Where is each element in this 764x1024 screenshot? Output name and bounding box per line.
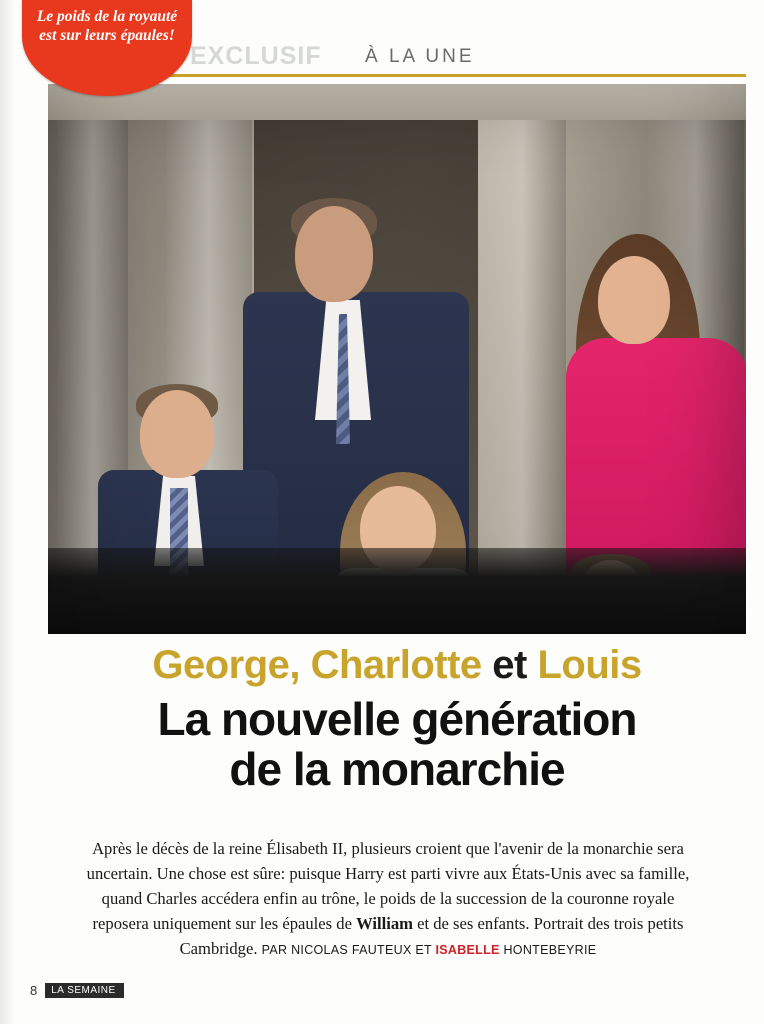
head	[598, 256, 670, 344]
title-block	[48, 634, 746, 794]
deck-text-part-1: Après le décès de la reine Élisabeth II, plusieurs croient que l'avenir de la monarchie sera uncertain. Une chose est sûre: puisque Harry est parti vivre aux États-Unis avec sa famille, quand Charles accédera enfin au trône, le poids de la succession de la couronne royale reposera uniquement sur les épaules de	[86, 839, 690, 933]
byline-suffix: HONTEBEYRIE	[499, 943, 597, 957]
page-edge-shadow	[0, 0, 14, 1024]
photo-balcony-ledge	[48, 548, 746, 634]
kicker-names-1: George, Charlotte	[152, 643, 493, 687]
masthead-label: EXCLUSIF	[190, 42, 322, 70]
photo-lintel	[48, 84, 746, 120]
headline-line-2: de la monarchie	[229, 743, 565, 795]
deck-bold-name: William	[356, 914, 413, 933]
page-footer	[30, 983, 124, 998]
deck-text-part-2: et de ses enfants. Portrait des trois petits Cambridge.	[179, 914, 684, 958]
page-number: 8	[30, 983, 38, 998]
article-deck	[78, 836, 698, 963]
promo-sticker	[22, 0, 192, 96]
head	[295, 206, 373, 302]
byline-highlight: ISABELLE	[435, 943, 500, 957]
kicker-conjunction: et	[492, 643, 527, 687]
lead-photo	[48, 84, 746, 634]
kicker	[48, 642, 746, 688]
headline	[48, 694, 746, 794]
section-label: À LA UNE	[365, 46, 475, 67]
byline-prefix: PAR NICOLAS FAUTEUX ET	[261, 943, 436, 957]
head	[140, 390, 214, 478]
headline-line-1: La nouvelle génération	[157, 693, 637, 745]
promo-sticker-text: Le poids de la royauté est sur leurs épaules!	[36, 8, 178, 44]
kicker-names-2: Louis	[526, 643, 642, 687]
publication-logo: LA SEMAINE	[45, 983, 123, 998]
byline	[262, 943, 597, 957]
